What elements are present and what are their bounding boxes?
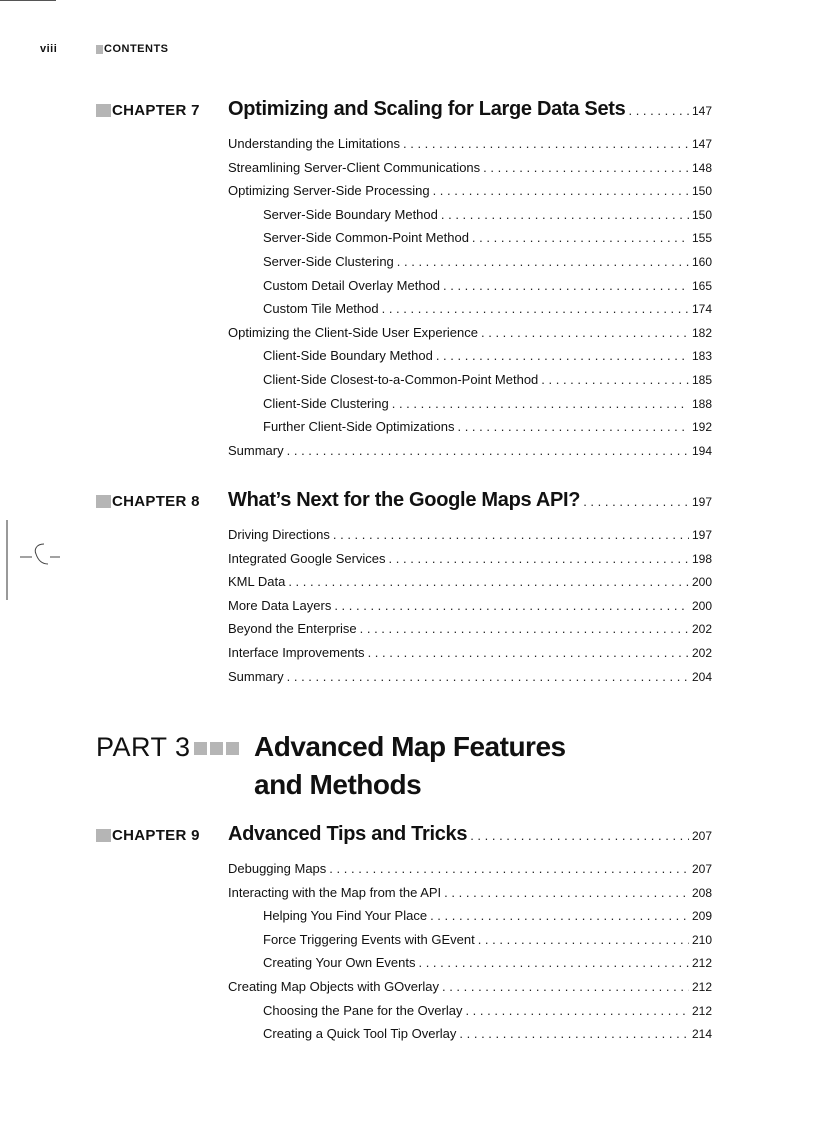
entry-page: 212 <box>691 956 712 971</box>
top-rule <box>0 0 56 1</box>
entry-page: 200 <box>691 575 712 590</box>
entry-title: Streamlining Server-Client Communications <box>228 159 481 175</box>
leader-dots <box>329 861 689 876</box>
entry-list <box>228 527 712 692</box>
toc-entry[interactable] <box>228 979 712 1003</box>
leader-dots <box>628 103 688 118</box>
leader-dots <box>457 419 689 434</box>
leader-dots <box>333 527 689 542</box>
toc-entry[interactable] <box>228 621 712 645</box>
toc-entry[interactable] <box>228 278 712 302</box>
entry-list <box>228 136 712 466</box>
leader-dots <box>287 443 689 458</box>
entry-page: 194 <box>691 443 712 458</box>
toc-entry[interactable] <box>228 574 712 598</box>
entry-page: 188 <box>691 396 712 411</box>
toc-entry[interactable] <box>228 207 712 231</box>
leader-dots <box>481 325 689 340</box>
chapter-page: 197 <box>691 495 712 509</box>
leader-dots <box>403 136 689 151</box>
entry-title: Server-Side Boundary Method <box>263 206 438 222</box>
entry-title: Integrated Google Services <box>228 550 386 566</box>
leader-dots <box>478 932 689 947</box>
entry-title: Client-Side Boundary Method <box>263 348 433 364</box>
toc-entry[interactable] <box>228 419 712 443</box>
leader-dots <box>443 278 689 293</box>
section-title: CONTENTS <box>104 43 169 55</box>
entry-page: 174 <box>691 302 712 317</box>
part-title[interactable]: Advanced Map Features and Methods <box>254 731 566 800</box>
toc-entry[interactable] <box>228 372 712 396</box>
entry-title: Client-Side Clustering <box>263 395 389 411</box>
entry-title: Choosing the Pane for the Overlay <box>263 1002 463 1018</box>
entry-title: Custom Tile Method <box>263 301 379 317</box>
toc-entry[interactable] <box>228 551 712 575</box>
entry-title: Summary <box>228 442 284 458</box>
entry-title: Server-Side Common-Point Method <box>263 230 469 246</box>
entry-title: Helping You Find Your Place <box>263 908 428 924</box>
toc-entry[interactable] <box>228 1003 712 1027</box>
entry-title: Custom Detail Overlay Method <box>263 277 441 293</box>
entry-page: 182 <box>691 325 712 340</box>
toc-entry[interactable] <box>228 885 712 909</box>
entry-title: Understanding the Limitations <box>228 136 400 151</box>
leader-dots <box>397 254 689 269</box>
entry-title: Beyond the Enterprise <box>228 621 357 637</box>
entry-title: KML Data <box>228 574 286 590</box>
toc-entry[interactable] <box>228 325 712 349</box>
toc-entry[interactable] <box>228 1026 712 1050</box>
toc-entry[interactable] <box>228 230 712 254</box>
entry-page: 214 <box>691 1027 712 1042</box>
toc-entry[interactable] <box>228 598 712 622</box>
toc-entry[interactable] <box>228 861 712 885</box>
part-label: PART 3 <box>96 732 191 762</box>
entry-page: 212 <box>691 1003 712 1018</box>
entry-page: 165 <box>691 278 712 293</box>
entry-title: Interface Improvements <box>228 644 365 660</box>
leader-dots <box>541 372 689 387</box>
leader-dots <box>436 348 689 363</box>
leader-dots <box>418 955 688 970</box>
chapter-9 <box>96 823 712 1050</box>
toc-entry[interactable] <box>228 443 712 467</box>
entry-page: 150 <box>691 207 712 222</box>
leader-dots <box>583 494 689 509</box>
entry-page: 148 <box>691 160 712 175</box>
leader-dots <box>382 301 689 316</box>
entry-title: Creating a Quick Tool Tip Overlay <box>263 1026 457 1042</box>
chapter-heading <box>96 98 712 124</box>
entry-page: 185 <box>691 372 712 387</box>
chapter-label: CHAPTER 8 <box>96 493 200 510</box>
toc-entry[interactable] <box>228 645 712 669</box>
chapter-title[interactable]: Advanced Tips and Tricks <box>228 823 468 845</box>
running-header <box>40 43 169 55</box>
leader-dots <box>483 160 689 175</box>
chapter-label: CHAPTER 9 <box>96 827 200 844</box>
chapter-title[interactable]: What’s Next for the Google Maps API? <box>228 489 581 511</box>
entry-page: 155 <box>691 231 712 246</box>
entry-page: 183 <box>691 349 712 364</box>
entry-title: Creating Your Own Events <box>263 955 416 971</box>
leader-dots <box>470 828 689 843</box>
entry-page: 207 <box>691 862 712 876</box>
entry-title: Optimizing Server-Side Processing <box>228 183 430 199</box>
entry-title: Force Triggering Events with GEvent <box>263 931 475 947</box>
toc-entry[interactable] <box>228 955 712 979</box>
leader-dots <box>430 908 689 923</box>
toc-entry[interactable] <box>228 254 712 278</box>
square-icon <box>194 742 207 755</box>
chapter-7 <box>96 98 712 466</box>
leader-dots <box>465 1003 689 1018</box>
entry-title: Server-Side Clustering <box>263 253 394 269</box>
leader-dots <box>441 207 689 222</box>
chapter-square-icon <box>96 829 111 842</box>
part-heading <box>96 728 716 808</box>
leader-dots <box>287 669 689 684</box>
leader-dots <box>288 574 689 589</box>
chapter-page: 147 <box>691 104 712 118</box>
entry-list <box>228 861 712 1050</box>
entry-page: 202 <box>691 622 712 637</box>
entry-page: 192 <box>691 420 712 435</box>
toc-entry[interactable] <box>228 301 712 325</box>
square-icon <box>226 742 239 755</box>
toc-entry[interactable] <box>228 136 712 160</box>
leader-dots <box>472 230 689 245</box>
entry-page: 202 <box>691 645 712 660</box>
leader-dots <box>334 598 689 613</box>
leader-dots <box>433 183 689 198</box>
toc-entry[interactable] <box>228 932 712 956</box>
part-squares <box>194 742 239 755</box>
entry-page: 160 <box>691 254 712 269</box>
header-square-icon <box>96 45 103 54</box>
chapter-square-icon <box>96 104 111 117</box>
entry-title: Further Client-Side Optimizations <box>263 419 455 435</box>
entry-title: Summary <box>228 668 284 684</box>
leader-dots <box>442 979 689 994</box>
entry-page: 204 <box>691 669 712 684</box>
entry-title: Driving Directions <box>228 527 330 542</box>
chapter-8 <box>96 489 712 692</box>
entry-page: 197 <box>691 528 712 542</box>
entry-page: 200 <box>691 598 712 613</box>
toc-entry[interactable] <box>228 396 712 420</box>
toc-entry[interactable] <box>228 160 712 184</box>
leader-dots <box>444 885 689 900</box>
binding-crop-mark-icon <box>0 520 64 600</box>
chapter-square-icon <box>96 495 111 508</box>
chapter-page: 207 <box>691 829 712 843</box>
entry-page: 210 <box>691 932 712 947</box>
entry-page: 150 <box>691 184 712 199</box>
leader-dots <box>360 621 689 636</box>
entry-page: 212 <box>691 979 712 994</box>
entry-title: Creating Map Objects with GOverlay <box>228 978 439 994</box>
entry-page: 208 <box>691 885 712 900</box>
entry-page: 198 <box>691 551 712 566</box>
entry-title: More Data Layers <box>228 597 332 613</box>
chapter-title[interactable]: Optimizing and Scaling for Large Data Sets <box>228 98 626 120</box>
toc-entry[interactable] <box>228 183 712 207</box>
chapter-heading <box>96 823 712 849</box>
leader-dots <box>368 645 689 660</box>
square-icon <box>210 742 223 755</box>
entry-title: Debugging Maps <box>228 861 327 876</box>
toc-entry[interactable] <box>228 348 712 372</box>
toc-entry[interactable] <box>228 669 712 693</box>
entry-page: 147 <box>691 137 712 151</box>
toc-entry[interactable] <box>228 527 712 551</box>
entry-page: 209 <box>691 909 712 924</box>
toc-entry[interactable] <box>228 908 712 932</box>
page-number: viii <box>40 43 58 55</box>
entry-title: Optimizing the Client-Side User Experience <box>228 324 478 340</box>
entry-title: Client-Side Closest-to-a-Common-Point Method <box>263 371 539 387</box>
chapter-heading <box>96 489 712 515</box>
entry-title: Interacting with the Map from the API <box>228 884 442 900</box>
leader-dots <box>459 1026 689 1041</box>
chapter-label: CHAPTER 7 <box>96 102 200 119</box>
leader-dots <box>392 396 689 411</box>
leader-dots <box>389 551 689 566</box>
